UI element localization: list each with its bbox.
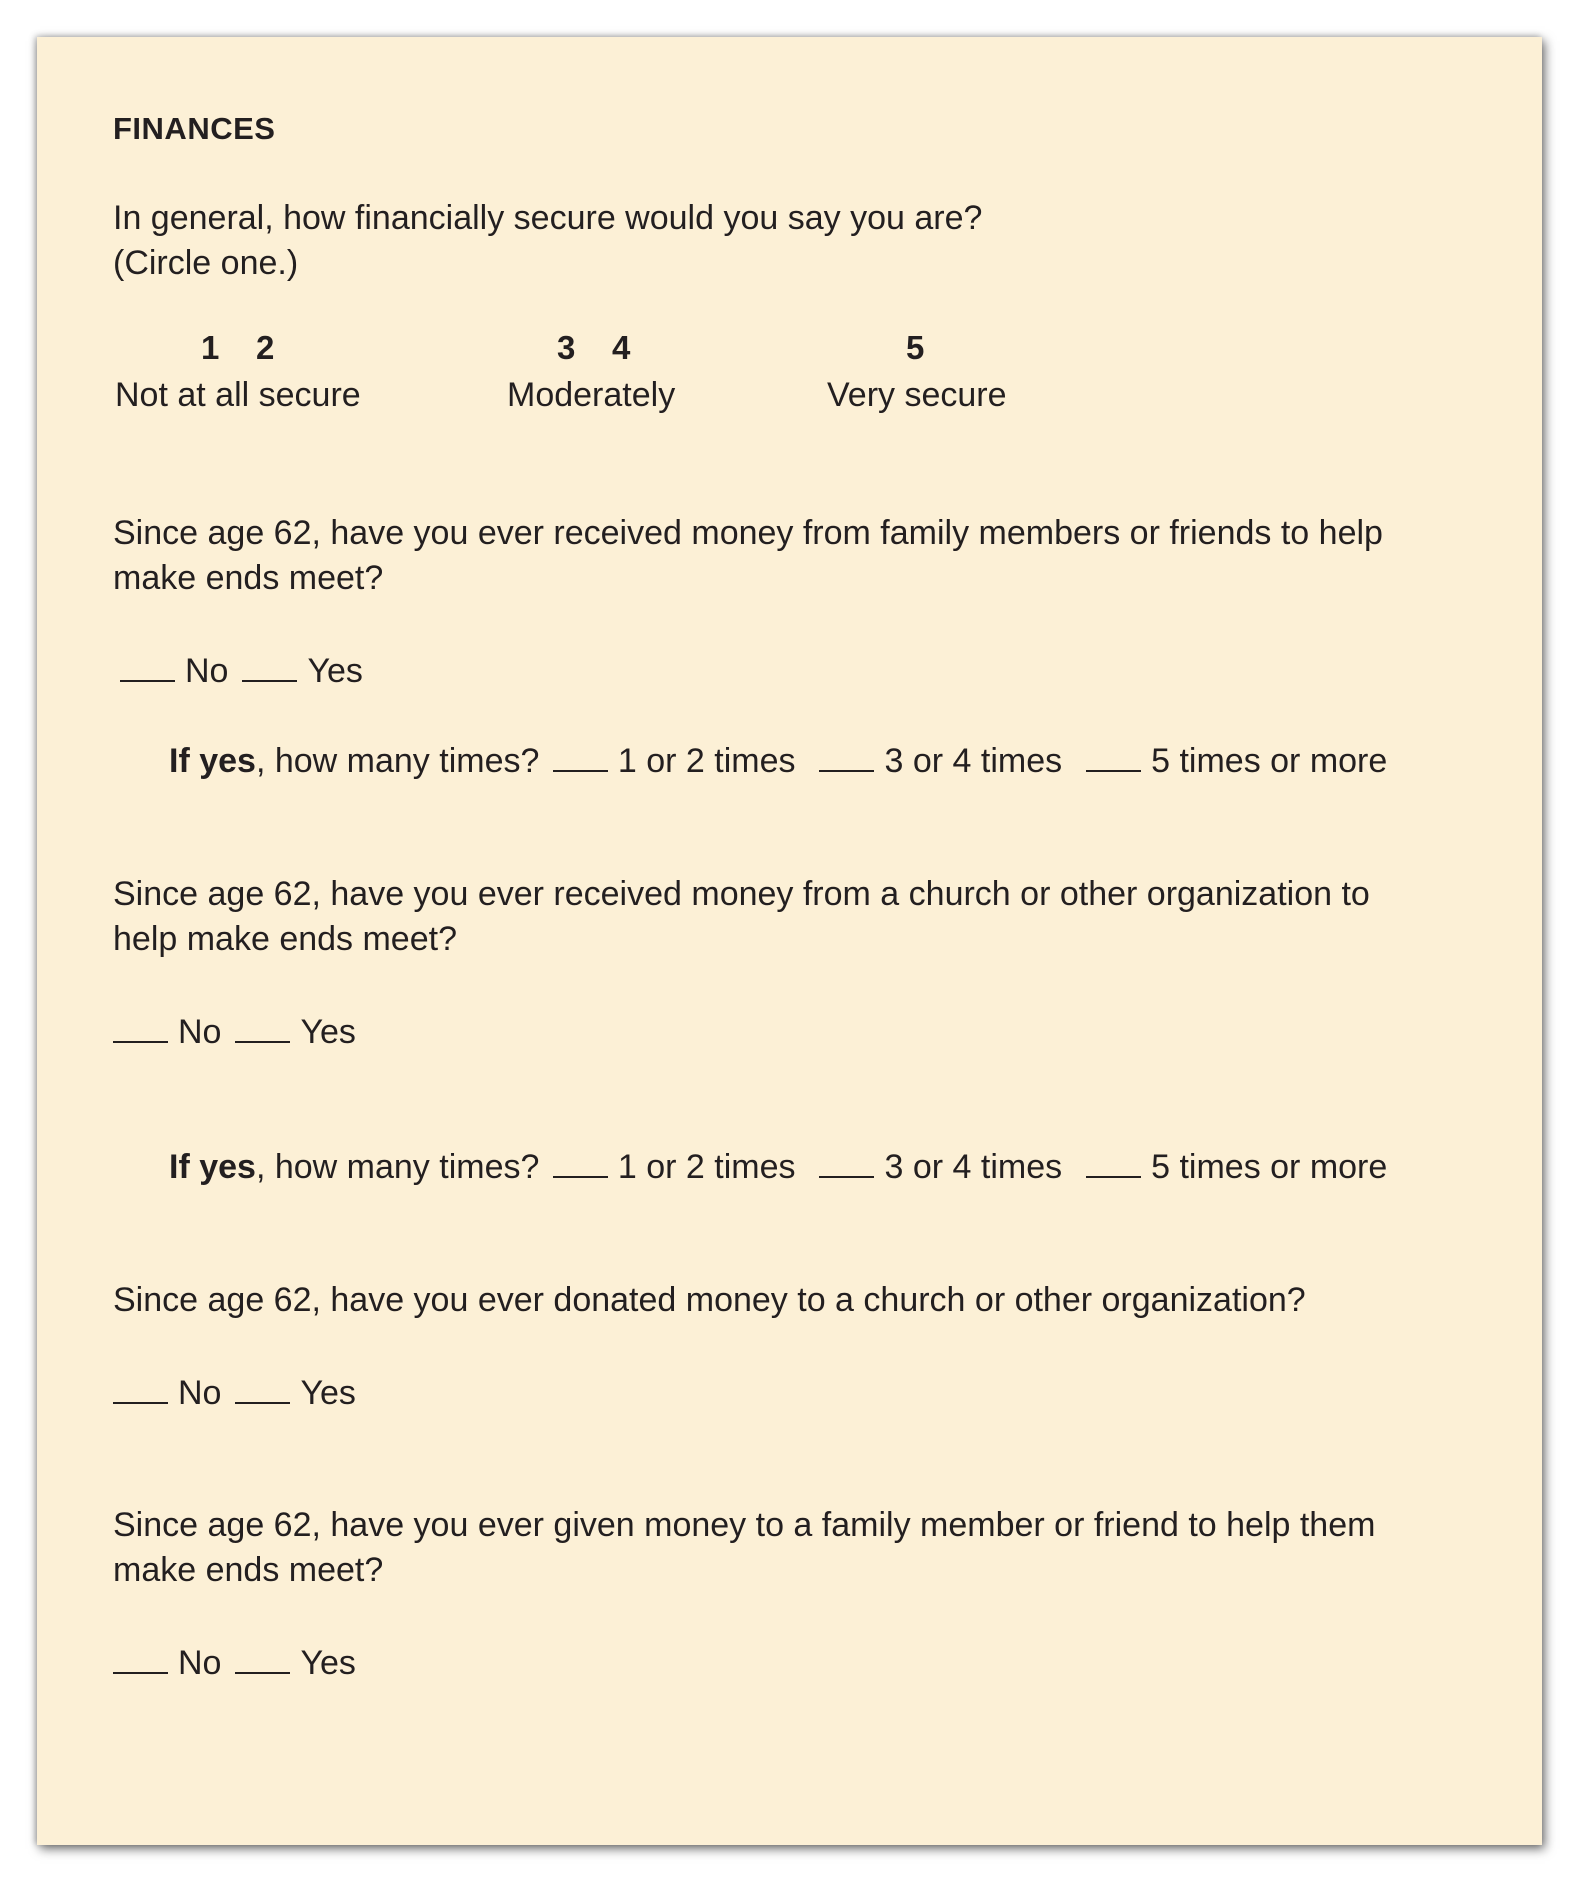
- question-text-line1: In general, how financially secure would you say you are?: [113, 199, 983, 237]
- followup-prompt: , how many times?: [255, 1148, 540, 1186]
- times-1-2-label: 1 or 2 times: [617, 1148, 796, 1186]
- times-5-plus-blank[interactable]: [1086, 1175, 1141, 1178]
- if-yes-label: If yes: [169, 742, 256, 780]
- scale-label-moderately: Moderately: [507, 376, 676, 414]
- scale-option-3[interactable]: 3: [557, 329, 576, 366]
- yes-no-answer: [120, 654, 363, 688]
- no-label: No: [185, 652, 229, 690]
- yes-blank[interactable]: [242, 679, 297, 682]
- question-financial-security: [113, 196, 982, 286]
- yes-no-answer: [113, 1646, 356, 1680]
- yes-no-answer: [113, 1376, 356, 1410]
- question-received-family-money: [113, 511, 1383, 601]
- times-3-4-blank[interactable]: [819, 1175, 874, 1178]
- times-1-2-label: 1 or 2 times: [617, 742, 796, 780]
- yes-label: Yes: [300, 1374, 356, 1412]
- scale-option-4[interactable]: 4: [612, 329, 631, 366]
- no-blank[interactable]: [113, 1040, 168, 1043]
- no-label: No: [178, 1013, 222, 1051]
- times-1-2-blank[interactable]: [553, 769, 608, 772]
- question-text-line1: Since age 62, have you ever received money from family members or friends to help: [113, 514, 1383, 552]
- yes-blank[interactable]: [235, 1671, 290, 1674]
- question-text-line1: Since age 62, have you ever given money to a family member or friend to help them: [113, 1506, 1376, 1544]
- scale-option-2[interactable]: 2: [256, 329, 275, 366]
- yes-blank[interactable]: [235, 1040, 290, 1043]
- scale-label-very-secure: Very secure: [827, 376, 1007, 414]
- times-5-plus-label: 5 times or more: [1151, 1148, 1388, 1186]
- followup-times: [169, 744, 1387, 778]
- times-3-4-label: 3 or 4 times: [884, 742, 1063, 780]
- times-3-4-blank[interactable]: [819, 769, 874, 772]
- question-donated-org: [113, 1278, 1306, 1323]
- no-blank[interactable]: [113, 1671, 168, 1674]
- scale-label-not-secure: Not at all secure: [115, 376, 361, 414]
- question-text-line2: make ends meet?: [113, 559, 384, 597]
- yes-label: Yes: [300, 1644, 356, 1682]
- yes-label: Yes: [300, 1013, 356, 1051]
- times-5-plus-label: 5 times or more: [1151, 742, 1388, 780]
- followup-times: [169, 1150, 1387, 1184]
- question-gave-family-money: [113, 1503, 1375, 1593]
- times-5-plus-blank[interactable]: [1086, 769, 1141, 772]
- question-text-line2: (Circle one.): [113, 244, 299, 282]
- scale-option-5[interactable]: 5: [906, 329, 925, 366]
- followup-prompt: , how many times?: [255, 742, 540, 780]
- times-1-2-blank[interactable]: [553, 1175, 608, 1178]
- times-3-4-label: 3 or 4 times: [884, 1148, 1063, 1186]
- no-blank[interactable]: [120, 679, 175, 682]
- yes-blank[interactable]: [235, 1401, 290, 1404]
- no-blank[interactable]: [113, 1401, 168, 1404]
- yes-no-answer: [113, 1015, 356, 1049]
- no-label: No: [178, 1644, 222, 1682]
- scale-option-1[interactable]: 1: [201, 329, 220, 366]
- question-text-line1: Since age 62, have you ever received money from a church or other organization to: [113, 875, 1370, 913]
- question-text-line1: Since age 62, have you ever donated money to a church or other organization?: [113, 1281, 1306, 1319]
- section-title: FINANCES: [113, 111, 276, 146]
- question-text-line2: make ends meet?: [113, 1551, 384, 1589]
- no-label: No: [178, 1374, 222, 1412]
- question-text-line2: help make ends meet?: [113, 920, 457, 958]
- yes-label: Yes: [307, 652, 363, 690]
- if-yes-label: If yes: [169, 1148, 256, 1186]
- question-received-org-money: [113, 872, 1370, 962]
